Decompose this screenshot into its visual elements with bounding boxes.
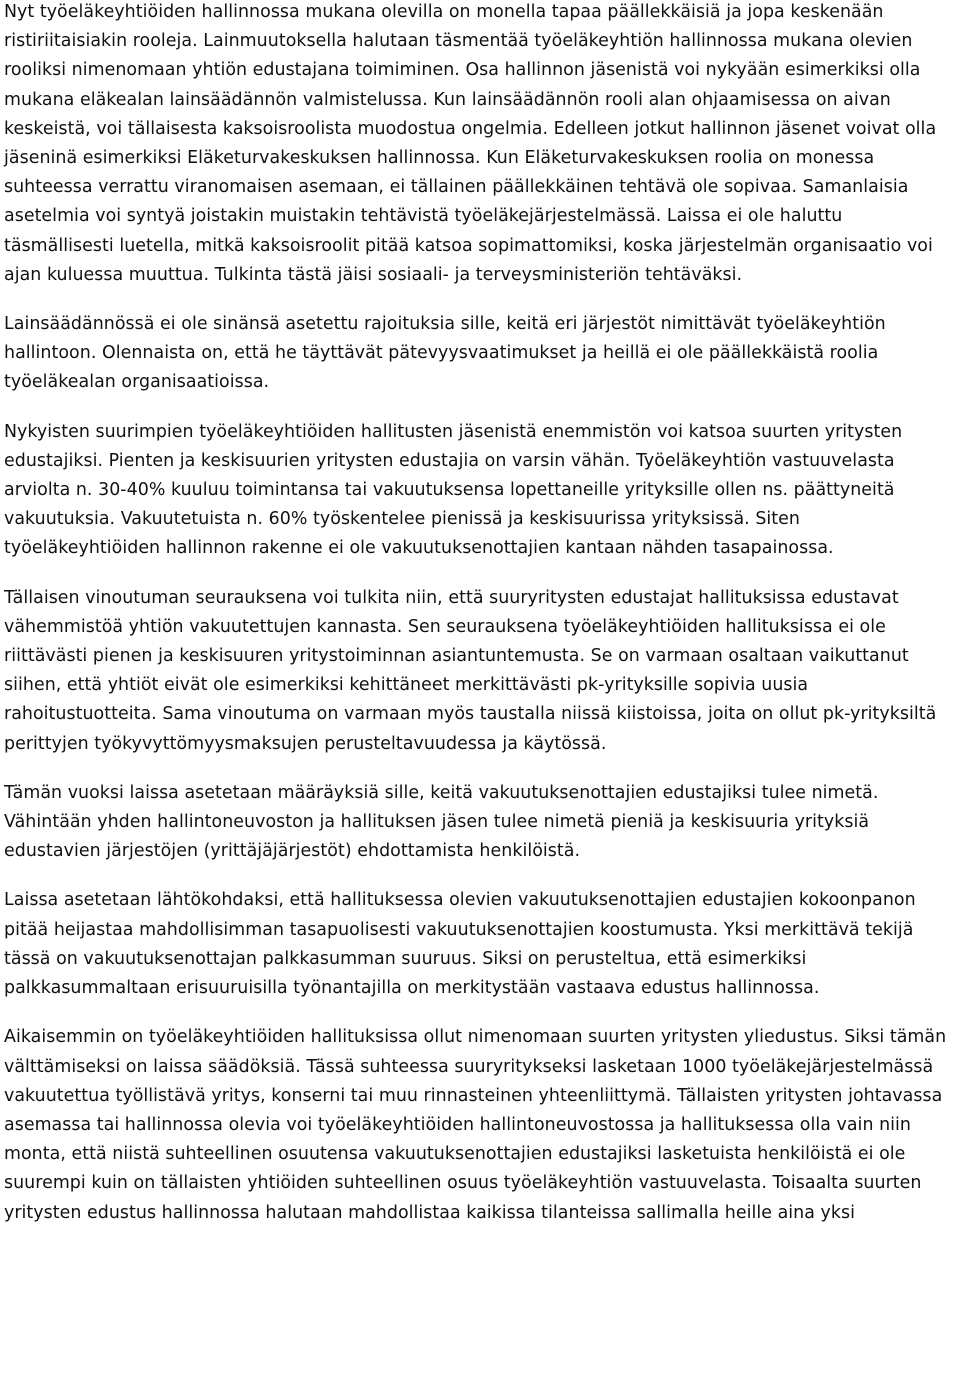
- paragraph: Nyt työeläkeyhtiöiden hallinnossa mukana olevilla on monella tapaa päällekkäisiä ja jopa keskenään ristiriitaisiakin rooleja. Lainmuutoksella halutaan täsmentää työeläkeyhtiön hallinnossa mukana olevien rooliksi nimenomaan yhtiön edustajana toimiminen. Osa hallinnon jäsenistä voi nykyään esimerkiksi olla mukana eläkealan lainsäädännön valmistelussa. Kun lainsäädännön rooli alan ohjaamisessa on aivan keskeistä, voi tällaisesta kaksoisroolista muodostua ongelmia. Edelleen jotkut hallinnon jäsenet voivat olla jäseninä esimerkiksi Eläketurvakeskuksen hallinnossa. Kun Eläketurvakeskuksen roolia on monessa suhteessa verrattu viranomaisen asemaan, ei tällainen päällekkäinen tehtävä ole sopivaa. Samanlaisia asetelmia voi syntyä joistakin muistakin tehtävistä työeläkejärjestelmässä. Laissa ei ole haluttu täsmällisesti luetella, mitkä kaksoisroolit pitää katsoa sopimattomiksi, koska järjestelmän organisaatio voi ajan kuluessa muuttua. Tulkinta tästä jäisi sosiaali- ja terveysministeriön tehtäväksi.: [4, 2, 937, 285]
- document-body: [4, 0, 956, 1228]
- paragraph: Aikaisemmin on työeläkeyhtiöiden hallituksissa ollut nimenomaan suurten yritysten yliedustus. Siksi tämän välttämiseksi on laissa säädöksiä. Tässä suhteessa suuryritykseksi lasketaan 1000 työeläkejärjestelmässä vakuutettua työllistävä yritys, konserni tai muu rinnasteinen yhteenliittymä. Tällaisten yritysten johtavassa asemassa tai hallinnossa olevia voi työeläkeyhtiöiden hallintoneuvostossa ja hallituksessa olla vain niin monta, että niistä suhteellinen osuutensa vakuutuksenottajien edustajiksi lasketuista henkilöistä ei ole suurempi kuin on tällaisten yhtiöiden suhteellinen osuus työeläkeyhtiön vastuuvelasta. Toisaalta suurten yritysten edustus hallinnossa halutaan mahdollistaa kaikissa tilanteissa sallimalla heille aina yksi: [4, 1027, 947, 1223]
- paragraph: Tällaisen vinoutuman seurauksena voi tulkita niin, että suuryritysten edustajat hallituksissa edustavat vähemmistöä yhtiön vakuutettujen kannasta. Sen seurauksena työeläkeyhtiöiden hallituksissa ei ole riittävästi pienen ja keskisuuren yritystoiminnan asiantuntemusta. Se on varmaan osaltaan vaikuttanut siihen, että yhtiöt eivät ole esimerkiksi kehittäneet merkittävästi pk-yrityksille sopivia uusia rahoitustuotteita. Sama vinoutuma on varmaan myös taustalla niissä kiistoissa, joita on ollut pk-yrityksiltä perittyjen työkyvyttömyysmaksujen perusteltavuudessa ja käytössä.: [4, 587, 937, 754]
- paragraph: Laissa asetetaan lähtökohdaksi, että hallituksessa olevien vakuutuksenottajien edustajien kokoonpanon pitää heijastaa mahdollisimman tasapuolisesti vakuutuksenottajien koostumusta. Yksi merkittävä tekijä tässä on vakuutuksenottajan palkkasumman suuruus. Siksi on perusteltua, että esimerkiksi palkkasummaltaan erisuuruisilla työnantajilla on merkitystään vastaava edustus hallinnossa.: [4, 890, 916, 999]
- paragraph: Nykyisten suurimpien työeläkeyhtiöiden hallitusten jäsenistä enemmistön voi katsoa suurten yritysten edustajiksi. Pienten ja keskisuurien yritysten edustajia on varsin vähän. Työeläkeyhtiön vastuuvelasta arviolta n. 30-40% kuuluu toimintansa tai vakuutuksensa lopettaneille yrityksille ollen ns. päättyneitä vakuutuksia. Vakuutetuista n. 60% työskentelee pienissä ja keskisuurissa yrityksissä. Siten työeläkeyhtiöiden hallinnon rakenne ei ole vakuutuksenottajien kantaan nähden tasapainossa.: [4, 421, 903, 559]
- paragraph: Lainsäädännössä ei ole sinänsä asetettu rajoituksia sille, keitä eri järjestöt nimittävät työeläkeyhtiön hallintoon. Olennaista on, että he täyttävät pätevyysvaatimukset ja heillä ei ole päällekkäistä roolia työeläkealan organisaatioissa.: [4, 314, 886, 393]
- paragraph: Tämän vuoksi laissa asetetaan määräyksiä sille, keitä vakuutuksenottajien edustajiksi tulee nimetä. Vähintään yhden hallintoneuvoston ja hallituksen jäsen tulee nimetä pieniä ja keskisuuria yrityksiä edustavien järjestöjen (yrittäjäjärjestöt) ehdottamista henkilöistä.: [4, 782, 879, 862]
